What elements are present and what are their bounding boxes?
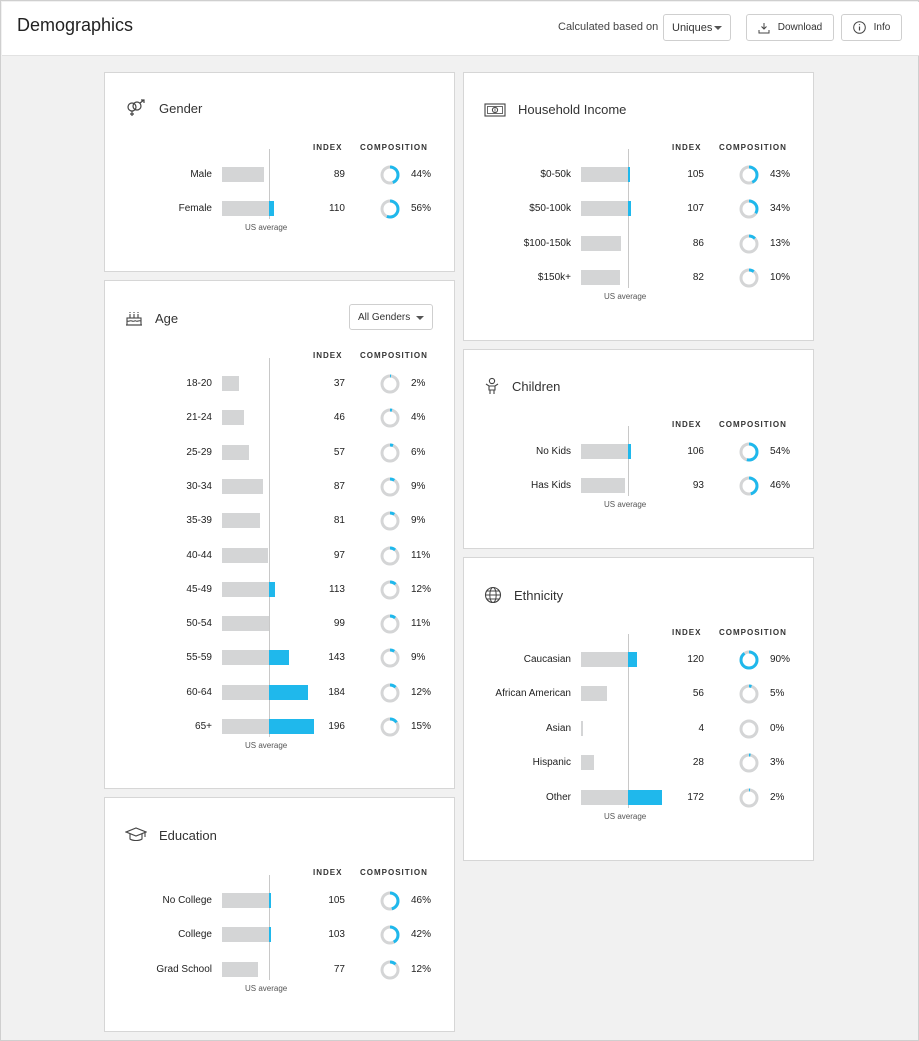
composition-donut — [380, 165, 400, 185]
index-bar — [222, 548, 268, 563]
demographic-row — [464, 684, 813, 704]
us-average-label: US average — [604, 500, 647, 510]
demographic-row — [105, 891, 454, 911]
row-label: 65+ — [195, 721, 212, 732]
demographic-row — [105, 443, 454, 463]
cake-icon — [125, 309, 143, 327]
demographic-row — [105, 960, 454, 980]
donut-track — [741, 270, 757, 286]
composition-value: 9% — [411, 652, 426, 664]
composition-value: 11% — [411, 549, 431, 561]
index-value: 105 — [328, 895, 345, 906]
row-label: Grad School — [156, 963, 212, 975]
index-column-header: INDEX — [313, 351, 343, 360]
index-bar — [581, 478, 625, 493]
donut-track — [382, 445, 398, 461]
index-value: 56 — [692, 688, 704, 700]
ethnicity-card-header — [484, 586, 563, 604]
education-card — [104, 797, 455, 1032]
index-value: 196 — [328, 721, 345, 732]
index-column-header: INDEX — [313, 143, 343, 152]
row-label: Other — [545, 791, 571, 803]
composition-donut — [380, 580, 400, 600]
composition-column-header: COMPOSITION — [360, 143, 428, 152]
composition-value: 6% — [411, 446, 426, 458]
composition-donut — [380, 408, 400, 428]
index-bar — [581, 686, 607, 701]
index-bar — [222, 479, 263, 494]
composition-value: 4% — [411, 412, 426, 424]
info-label: Info — [873, 22, 891, 33]
us-average-label: US average — [604, 291, 647, 301]
above-average-bar — [628, 167, 630, 182]
gender-icon — [125, 99, 147, 117]
gender-card — [104, 72, 455, 272]
above-average-bar — [269, 719, 314, 734]
row-label: 45-49 — [186, 583, 212, 595]
demographic-row — [105, 165, 454, 185]
us-average-label: US average — [604, 811, 647, 821]
row-label: Has Kids — [530, 480, 571, 492]
index-bar — [222, 201, 269, 216]
index-value: 81 — [333, 515, 345, 527]
index-bar — [581, 270, 620, 285]
row-label: 40-44 — [186, 549, 212, 561]
demographic-row — [464, 234, 813, 254]
above-average-bar — [269, 201, 274, 216]
info-button[interactable] — [841, 14, 902, 41]
demographic-row — [464, 650, 813, 670]
donut-track — [382, 616, 398, 632]
composition-donut — [380, 683, 400, 703]
composition-donut — [380, 199, 400, 219]
education-card-title: Education — [159, 827, 217, 843]
composition-value: 46% — [411, 895, 432, 906]
composition-donut — [739, 650, 759, 670]
composition-donut — [739, 753, 759, 773]
us-average-label: US average — [245, 983, 288, 993]
gender-card-title: Gender — [159, 100, 203, 116]
graduation-cap-icon — [125, 827, 147, 843]
demographic-row — [464, 268, 813, 288]
index-value: 77 — [333, 963, 345, 975]
composition-value: 12% — [411, 963, 432, 975]
composition-value: 10% — [770, 271, 791, 283]
download-label: Download — [777, 22, 823, 33]
donut-track — [382, 685, 398, 701]
age-gender-filter-select[interactable] — [349, 304, 433, 330]
above-average-bar — [269, 685, 308, 700]
row-label: 60-64 — [186, 686, 212, 698]
above-average-bar — [269, 650, 289, 665]
row-label: 55-59 — [186, 652, 212, 664]
composition-donut — [380, 960, 400, 980]
page-title: Demographics — [17, 15, 134, 35]
demographic-row — [105, 614, 454, 634]
above-average-bar — [628, 201, 631, 216]
top-bar — [2, 2, 919, 56]
row-label: 25-29 — [186, 446, 212, 458]
age-card-header — [125, 309, 178, 327]
index-bar — [222, 927, 269, 942]
demographic-row — [464, 165, 813, 185]
index-bar — [222, 513, 260, 528]
donut-track — [382, 962, 398, 978]
index-bar — [222, 582, 269, 597]
index-bar — [222, 719, 269, 734]
chevron-down-icon — [416, 316, 424, 320]
index-bar — [222, 616, 269, 631]
demographic-row — [105, 580, 454, 600]
composition-column-header: COMPOSITION — [719, 420, 787, 429]
demographic-row — [464, 442, 813, 462]
index-column-header: INDEX — [313, 868, 343, 877]
education-card-header — [125, 827, 217, 843]
index-bar — [581, 167, 628, 182]
donut-track — [741, 686, 757, 702]
composition-value: 2% — [770, 791, 785, 803]
children-card — [463, 349, 814, 549]
child-icon — [484, 377, 500, 395]
composition-value: 42% — [411, 929, 432, 941]
index-value: 86 — [692, 237, 704, 249]
row-label: $150k+ — [537, 271, 571, 283]
index-value: 37 — [333, 378, 345, 389]
index-value: 87 — [333, 480, 345, 492]
above-average-bar — [628, 444, 631, 459]
index-value: 99 — [333, 618, 345, 630]
composition-value: 90% — [770, 654, 791, 665]
donut-track — [382, 513, 398, 529]
composition-value: 3% — [770, 757, 785, 769]
donut-track — [382, 479, 398, 495]
demographic-row — [464, 199, 813, 219]
demographic-row — [464, 476, 813, 496]
demographic-row — [105, 683, 454, 703]
demographic-row — [105, 648, 454, 668]
composition-value: 34% — [770, 203, 791, 215]
composition-donut — [739, 788, 759, 808]
composition-donut — [739, 165, 759, 185]
index-value: 93 — [692, 480, 704, 492]
donut-track — [741, 790, 757, 806]
row-label: Hispanic — [532, 757, 571, 769]
composition-donut — [739, 442, 759, 462]
composition-value: 11% — [411, 618, 431, 630]
composition-value: 56% — [411, 203, 432, 215]
composition-value: 9% — [411, 515, 426, 527]
ethnicity-card-title: Ethnicity — [514, 587, 564, 603]
index-value: 110 — [329, 203, 345, 215]
index-value: 107 — [687, 203, 704, 215]
composition-column-header: COMPOSITION — [719, 628, 787, 637]
demographic-row — [105, 408, 454, 428]
above-average-bar — [628, 790, 662, 805]
composition-value: 13% — [770, 237, 791, 249]
index-value: 184 — [328, 686, 345, 698]
composition-value: 44% — [411, 169, 432, 180]
demographic-row — [105, 511, 454, 531]
composition-donut — [739, 268, 759, 288]
composition-donut — [739, 684, 759, 704]
index-bar — [581, 721, 583, 736]
demographic-row — [464, 788, 813, 808]
donut-track — [382, 650, 398, 666]
donut-fill — [741, 652, 757, 668]
download-icon — [758, 22, 770, 34]
us-average-label: US average — [245, 741, 288, 750]
index-value: 172 — [687, 791, 704, 803]
index-bar — [222, 962, 258, 977]
index-column-header: INDEX — [672, 420, 702, 429]
row-label: 18-20 — [186, 378, 212, 389]
index-bar — [581, 201, 628, 216]
composition-value: 12% — [411, 686, 432, 698]
row-label: African American — [495, 688, 571, 700]
row-label: Asian — [545, 722, 571, 734]
children-card-header — [484, 377, 560, 395]
index-value: 57 — [333, 446, 345, 458]
donut-track — [382, 548, 398, 564]
index-value: 97 — [333, 549, 345, 561]
index-bar — [581, 755, 594, 770]
above-average-bar — [628, 652, 637, 667]
demographic-row — [464, 753, 813, 773]
donut-track — [741, 721, 757, 737]
row-label: $0-50k — [540, 169, 571, 180]
composition-value: 43% — [770, 169, 791, 180]
row-label: $100-150k — [523, 237, 571, 249]
composition-column-header: COMPOSITION — [360, 351, 428, 360]
above-average-bar — [269, 582, 275, 597]
money-icon — [484, 103, 506, 117]
composition-donut — [739, 719, 759, 739]
row-label: 50-54 — [186, 618, 212, 630]
demographic-row — [464, 719, 813, 739]
row-label: Caucasian — [523, 654, 571, 665]
index-value: 113 — [329, 583, 345, 595]
index-value: 4 — [698, 722, 704, 734]
demographic-row — [105, 199, 454, 219]
composition-value: 15% — [411, 721, 432, 732]
ethnicity-card — [463, 557, 814, 861]
household-income-card — [463, 72, 814, 341]
demographic-row — [105, 477, 454, 497]
index-value: 103 — [328, 929, 345, 941]
age-card-title: Age — [155, 310, 179, 326]
globe-icon — [484, 586, 502, 604]
composition-donut — [380, 511, 400, 531]
row-label: 21-24 — [186, 412, 212, 424]
composition-donut — [739, 476, 759, 496]
calculation-basis-value: Uniques — [672, 21, 713, 34]
index-bar — [222, 167, 264, 182]
chevron-down-icon — [714, 26, 722, 30]
row-label: $50-100k — [529, 203, 571, 215]
composition-donut — [380, 648, 400, 668]
donut-track — [382, 376, 398, 392]
index-column-header: INDEX — [672, 143, 702, 152]
info-icon — [853, 21, 866, 34]
composition-donut — [380, 717, 400, 737]
index-column-header: INDEX — [672, 628, 702, 637]
index-value: 46 — [333, 412, 345, 424]
demographic-row — [105, 374, 454, 394]
demographic-row — [105, 546, 454, 566]
index-value: 143 — [328, 652, 345, 664]
index-bar — [222, 650, 269, 665]
index-value: 105 — [687, 169, 704, 180]
composition-value: 0% — [770, 722, 785, 734]
donut-track — [741, 755, 757, 771]
index-value: 28 — [692, 757, 704, 769]
composition-donut — [380, 477, 400, 497]
index-bar — [222, 685, 269, 700]
row-label: No Kids — [535, 446, 571, 457]
row-label: 35-39 — [186, 515, 212, 527]
calculated-based-on-label: Calculated based on — [558, 21, 659, 33]
composition-value: 9% — [411, 480, 426, 492]
index-value: 120 — [687, 654, 704, 665]
index-bar — [581, 652, 628, 667]
index-bar — [222, 893, 269, 908]
us-average-label: US average — [245, 223, 288, 233]
index-value: 106 — [687, 446, 704, 457]
download-button[interactable] — [746, 14, 834, 41]
row-label: College — [178, 929, 212, 941]
age-card — [104, 280, 455, 789]
composition-value: 5% — [770, 688, 785, 700]
row-label: Female — [178, 203, 212, 215]
index-bar — [222, 410, 244, 425]
index-bar — [222, 445, 249, 460]
gender-card-header — [125, 99, 202, 117]
children-card-title: Children — [512, 378, 561, 394]
composition-donut — [380, 614, 400, 634]
index-bar — [581, 236, 621, 251]
household-income-card-header — [484, 102, 626, 117]
index-value: 82 — [692, 271, 704, 283]
composition-donut — [380, 443, 400, 463]
row-label: Male — [190, 169, 212, 180]
index-bar — [222, 376, 239, 391]
composition-donut — [380, 374, 400, 394]
composition-donut — [380, 891, 400, 911]
donut-track — [382, 582, 398, 598]
demographic-row — [105, 925, 454, 945]
index-value: 89 — [333, 169, 345, 180]
row-label: No College — [162, 895, 212, 906]
household-income-card-title: Household Income — [518, 102, 627, 117]
above-average-bar — [269, 893, 271, 908]
age-gender-filter-value: All Genders — [358, 311, 411, 323]
composition-value: 12% — [411, 583, 432, 595]
composition-donut — [739, 234, 759, 254]
composition-donut — [739, 199, 759, 219]
composition-value: 2% — [411, 378, 426, 389]
index-bar — [581, 790, 628, 805]
donut-track — [382, 410, 398, 426]
composition-donut — [380, 925, 400, 945]
composition-donut — [380, 546, 400, 566]
composition-value: 46% — [770, 480, 791, 492]
index-bar — [581, 444, 628, 459]
composition-value: 54% — [770, 446, 791, 457]
calculation-basis-select[interactable] — [663, 14, 731, 41]
row-label: 30-34 — [186, 480, 212, 492]
demographic-row — [105, 717, 454, 737]
above-average-bar — [269, 927, 271, 942]
composition-column-header: COMPOSITION — [719, 143, 787, 152]
composition-column-header: COMPOSITION — [360, 868, 428, 877]
